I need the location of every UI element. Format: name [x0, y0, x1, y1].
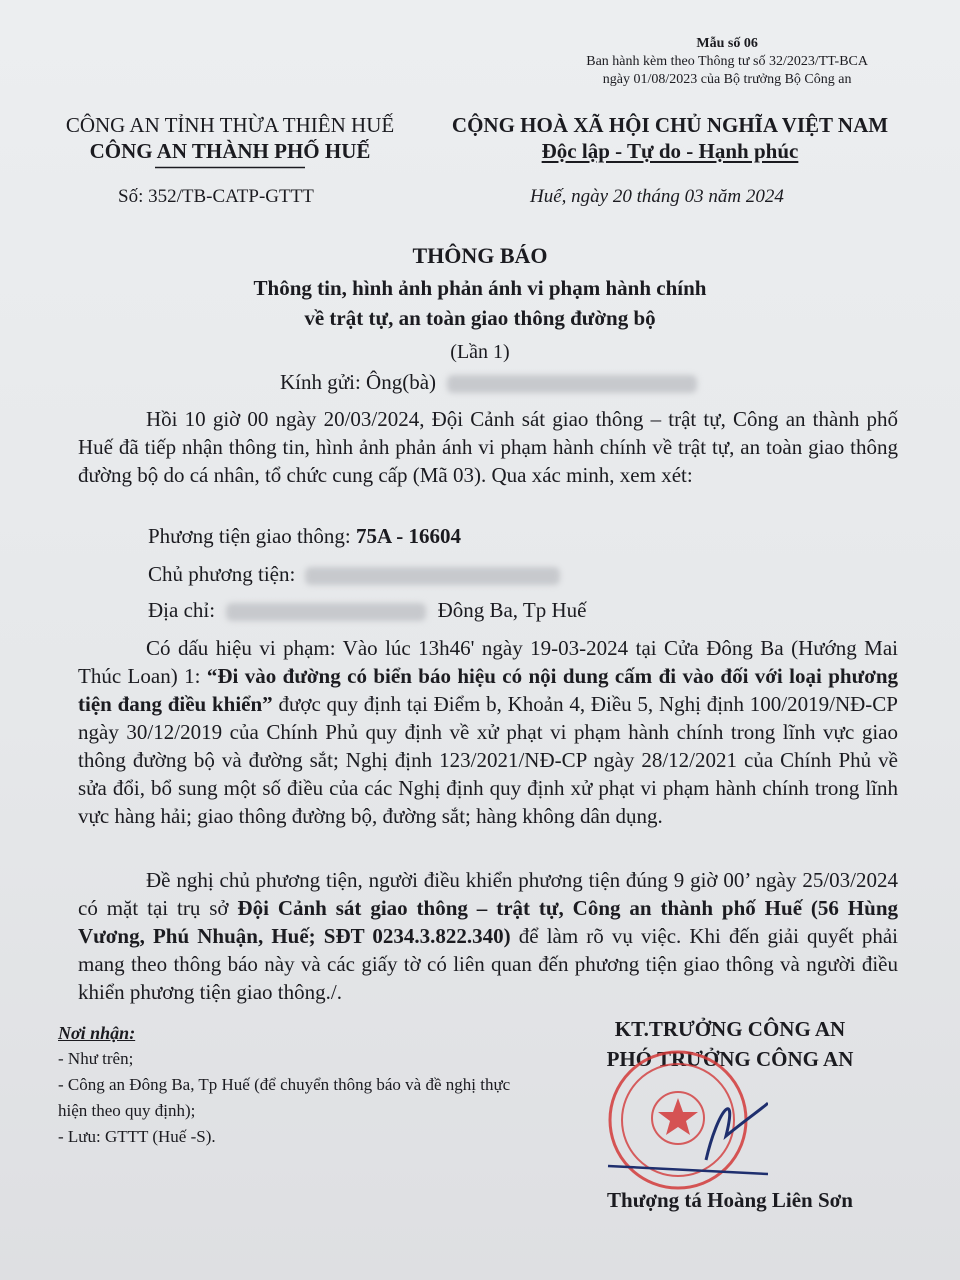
vehicle-field	[148, 524, 461, 549]
request-paragraph	[78, 866, 898, 1006]
signer-name: Thượng tá Hoàng Liên Sơn	[607, 1188, 853, 1212]
address-field	[148, 598, 587, 623]
recipients-block	[58, 1020, 528, 1150]
signature-title2: PHÓ TRƯỞNG CÔNG AN	[606, 1047, 854, 1071]
addressee-line	[280, 370, 697, 395]
document-title: THÔNG BÁO	[412, 243, 548, 268]
notice-round: (Lần 1)	[450, 341, 510, 363]
national-motto: Độc lập - Tự do - Hạnh phúc	[541, 139, 799, 163]
vehicle-label: Phương tiện giao thông:	[148, 524, 351, 548]
intro-text: Hồi 10 giờ 00 ngày 20/03/2024, Đội Cảnh sát giao thông – trật tự, Công an thành phố Huế đã tiếp nhận thông tin, hình ảnh phản ánh vi phạm hành chính về trật tự, an toàn giao thông đường bộ do cá nhân, tổ chức cung cấp (Mã 03). Qua xác minh, xem xét:	[78, 407, 898, 487]
agency-line2: CÔNG AN THÀNH PHỐ HUẾ	[89, 139, 371, 163]
violation-quote: “Đi vào đường có biển báo hiệu có nội dung cấm đi vào đối với loại phương tiện đang điều khiển”	[78, 664, 899, 716]
agency-underline	[155, 166, 305, 169]
redacted-name	[447, 375, 697, 393]
document-number: Số: 352/TB-CATP-GTTT	[118, 186, 314, 207]
nation-name: CỘNG HOÀ XÃ HỘI CHỦ NGHĨA VIỆT NAM	[451, 113, 889, 137]
request-bold: Đội Cảnh sát giao thông – trật tự, Công an thành phố Huế (56 Hùng Vương, Phú Nhuận, Huế; SĐT 0234.3.822.340)	[78, 896, 899, 948]
recipients-heading: Nơi nhận:	[58, 1023, 136, 1043]
form-issued-line2: ngày 01/08/2023 của Bộ trưởng Bộ Công an	[602, 72, 852, 87]
vehicle-plate: 75A - 16604	[355, 524, 461, 548]
owner-label: Chủ phương tiện:	[148, 562, 296, 586]
recipient-item: - Lưu: GTTT (Huế -S).	[58, 1127, 216, 1146]
issuing-agency	[55, 112, 405, 169]
violation-paragraph	[78, 634, 898, 830]
subtitle-line1: Thông tin, hình ảnh phản ánh vi phạm hành chính	[253, 276, 707, 300]
violation-intro: Có dấu hiệu vi phạm: Vào lúc 13h46' ngày 19-03-2024 tại Cửa Đông Ba (Hướng Mai Thúc Loan) 1:	[78, 636, 898, 688]
official-seal-icon	[598, 1048, 768, 1198]
place-date: Huế, ngày 20 tháng 03 năm 2024	[530, 186, 784, 207]
form-issued-line1: Ban hành kèm theo Thông tư số 32/2023/TT-BCA	[586, 54, 868, 69]
address-value: Đông Ba, Tp Huế	[437, 598, 587, 622]
agency-line1: CÔNG AN TỈNH THỪA THIÊN HUẾ	[65, 113, 395, 137]
owner-field	[148, 562, 560, 587]
signature-title1: KT.TRƯỞNG CÔNG AN	[614, 1017, 846, 1041]
recipient-item: - Công an Đông Ba, Tp Huế (để chuyển thông báo và đề nghị thực hiện theo quy định);	[58, 1075, 511, 1120]
request-part1: Đề nghị chủ phương tiện, người điều khiển phương tiện đúng 9 giờ 00’ ngày 25/03/2024 có mặt tại trụ sở	[78, 868, 898, 920]
redacted-owner	[305, 567, 560, 585]
subtitle-line2: về trật tự, an toàn giao thông đường bộ	[304, 306, 656, 330]
violation-rest: được quy định tại Điểm b, Khoản 4, Điều 5, Nghị định 100/2019/NĐ-CP ngày 30/12/2019 của Chính Phủ quy định về xử phạt vi phạm hành chính trong lĩnh vực giao thông đường bộ và đường sắt; Nghị định 123/2021/NĐ-CP ngày 28/12/2021 của Chính Phủ về sửa đổi, bổ sung một số điều của các Nghị định quy định xử phạt vi phạm hành chính trong lĩnh vực hàng hải; giao thông đường bộ, đường sắt; hàng không dân dụng.	[78, 692, 898, 828]
address-label: Địa chỉ:	[148, 598, 216, 622]
intro-paragraph	[78, 405, 898, 489]
form-reference	[586, 35, 868, 89]
redacted-address	[226, 603, 426, 621]
document-subtitle	[0, 273, 960, 333]
addressee-label: Kính gửi: Ông(bà)	[280, 370, 437, 394]
request-part2: để làm rõ vụ việc. Khi đến giải quyết phải mang theo thông báo này và các giấy tờ có liên quan đến phương tiện giao thông và người điều khiển phương tiện giao thông./.	[78, 924, 898, 1004]
national-heading	[430, 112, 910, 164]
form-number: Mẫu số 06	[696, 36, 758, 51]
recipient-item: - Như trên;	[58, 1049, 134, 1068]
